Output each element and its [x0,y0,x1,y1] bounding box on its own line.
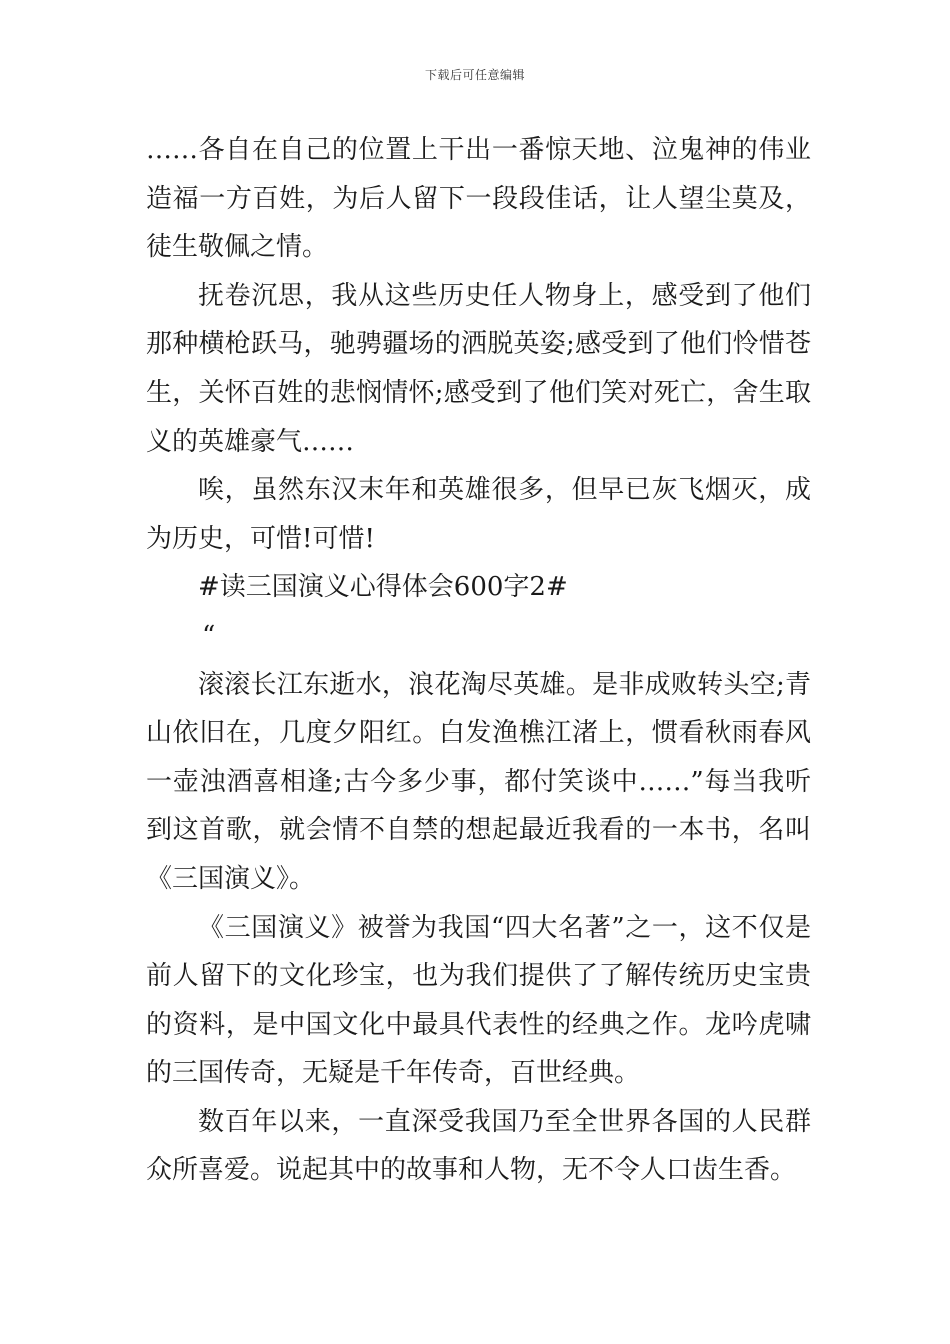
paragraph-reflection: 抚卷沉思，我从这些历史任人物身上，感受到了他们那种横枪跃马，驰骋疆场的洒脱英姿;感受到了他们怜惜苍生，关怀百姓的悲悯情怀;感受到了他们笑对死亡，舍生取义的英雄豪气…… [146,280,811,457]
section-heading: #读三国演义心得体会600字2# [198,572,568,603]
page-header: 下载后可任意编辑 [424,68,525,82]
opening-quote-mark: “ [202,620,216,651]
document-body [146,126,811,1195]
paragraph-popularity: 数百年以来，一直深受我国乃至全世界各国的人民群众所喜爱。说起其中的故事和人物，无不令人口齿生香。 [146,1106,811,1186]
paragraph-continuation: ……各自在自己的位置上干出一番惊天地、泣鬼神的伟业造福一方百姓，为后人留下一段段佳话，让人望尘莫及，徒生敬佩之情。 [146,135,811,263]
paragraph-classic: 《三国演义》被誉为我国“四大名著”之一，这不仅是前人留下的文化珍宝，也为我们提供了了解传统历史宝贵的资料，是中国文化中最具代表性的经典之作。龙吟虎啸的三国传奇，无疑是千年传奇，百世经典。 [146,912,811,1089]
paragraph-poem: 滚滚长江东逝水，浪花淘尽英雄。是非成败转头空;青山依旧在，几度夕阳红。白发渔樵江渚上，惯看秋雨春风一壶浊酒喜相逢;古今多少事，都付笑谈中……”每当我听到这首歌，就会情不自禁的想起最近我看的一本书，名叫《三国演义》。 [146,669,811,894]
paragraph-sigh: 唉，虽然东汉末年和英雄很多，但早已灰飞烟灭，成为历史，可惜!可惜! [146,475,811,554]
